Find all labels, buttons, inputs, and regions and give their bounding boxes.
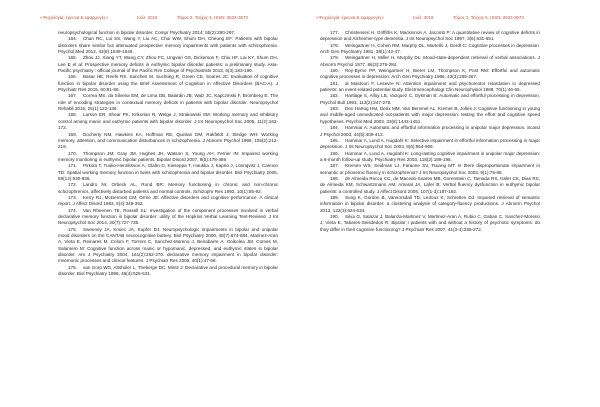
reference-text: Christensen H, Griffiths K, Mackinnon A, Jacomb P: A quantitative review of cognitive deficits in depression and Alzheimer-type dementia. J Int Neuropsychol Soc 1997, 3(6):631-651. [320, 30, 540, 42]
reference-number: 183. [330, 106, 339, 112]
header-journal-title: «Ψυχολογία: έρευνα & εφαρμογές» [316, 15, 385, 20]
header-journal-title: «Ψυχολογία: έρευνα & εφαρμογές» [40, 15, 109, 20]
reference-text: Silva G, Salazar J, Balanza-Martinez V, Martinez-Aran A, Rubio C, Gaban C, Sanchez-Moreno J, Vieta E, Tabares-Seisdedos R: Bipolar I patients with and without a history of psychotic symptoms: do they differ in their cognitive functioning? J Psychiatr Res 2007, 41(3-4):265-272. [320, 213, 540, 232]
reference-text: al Mastouri F, Lesevre N: Attention impairment and psychomotor retardation in depressed patients: an event-related potential study. Electroencephalogr Clin Neurophysiol 1988, 70(1):46-55. [320, 80, 540, 93]
reference-number: 177. [330, 30, 339, 35]
reference-text: Pirkola T, Tuulio-Henriksson A, Glahn D, Kieseppa T, Haukka J, Kaprio J, Lonnqvist J, Cannon TD: Spatial working memory function in twins with schizophrenia and bipolar disorder. Biol Psychiatry 2005, 58(12):930-936. [58, 163, 278, 181]
reference-entry [320, 30, 540, 43]
reference-entry [320, 55, 540, 68]
reference-text: Weingartner H, Miller H, Murphy DL: Mood-state-dependent retrieval of verbal associations. J Abnorm Psychol 1977, 86(3):276-284. [320, 55, 540, 67]
reference-text: Roy-Byrne PP, Weingartner H, Bierer LM, Thompson K, Post RM: Effortful and automatic cognitive processes in depression. Arch Gen Psychiatry 1986, 43(3):265-267. [320, 68, 540, 80]
reference-number: 178. [330, 42, 339, 48]
reference-entry [320, 176, 540, 195]
reference-text: Den Hartog HM, Derix MM, Van Bemmel AL, Kremer B, Jolles J: Cognitive functioning in young and middle-aged unmedicated out-patients with major depression: testing the effort and cognitive speed hypotheses. Psychol Med 2003, 33(8):1443-1451. [320, 106, 540, 124]
reference-number: 168. [68, 112, 77, 118]
reference-number: 185. [330, 137, 339, 143]
reference-entry [320, 151, 540, 164]
header-date: Ιούλ. 2019 [413, 15, 434, 20]
reference-number: 187. [330, 163, 339, 169]
reference-entry [58, 151, 278, 164]
reference-entry [58, 93, 278, 112]
reference-text: de Almeida Rocca CC, de Macedo-Soares MB, Gorenstein C, Tamada RS, Issler CK, Dias RS, de Almeida KM, Schwartzmann AM, Amaral JA, Lafer B: Verbal fluency dysfunction in euthymic bipolar patients: a controlled study. J Affect Disord 2008, 107(1-3):187-192. [320, 175, 540, 194]
right-page [300, 0, 600, 407]
reference-entry [58, 195, 278, 208]
reference-entry [320, 138, 540, 151]
reference-number: 172. [68, 182, 77, 188]
reference-entry [58, 74, 278, 93]
reference-list [320, 30, 540, 233]
reference-number: 167. [68, 93, 77, 99]
reference-number: 180. [330, 68, 339, 74]
reference-entry [320, 214, 540, 233]
reference-entry [320, 125, 540, 138]
reference-entry [320, 93, 540, 106]
reference-text: Hammar A, Lund A, Hugdahl K: Selective impairment in effortful information processing in major depression. J Int Neuropsychol Soc 2003, 9(6):954-959. [320, 137, 540, 150]
reference-text: Chan RC, Lui SS, Wang Y, Liu AC, Chui WW, Shum DH, Cheung EF: Patients with bipolar disorders share similar but attenuated prospective memory impairments with patients with schizophrenia. Psychol Med 2012, 43(8):1639-1649. [58, 36, 278, 55]
page-header [300, 13, 600, 23]
reference-text: Sung K, Gordon B, Vannorsdall TD, Ledoux K, Schretlen DJ: Impaired retrieval of semantic information in bipolar disorder: a clustering analysis of category-fluency productions. J Abnorm Psychol 2013, 122(3):624-634. [320, 194, 540, 213]
reference-number: 166. [68, 74, 77, 80]
reference-entry [320, 106, 540, 125]
reference-number: 188. [330, 175, 339, 181]
reference-entry [58, 36, 278, 55]
reference-text: Hartlage S, Alloy LB, Vazquez C, Dykman B: Automatic and effortful processing in depression. Psychol Bull 1993, 113(2):247-278. [320, 93, 540, 105]
reference-text: Basar HE, Reefs RS, Sanches M, Suchting R, Green CE, Soares JC: Evaluation of cognitive function in bipolar disorder using the Brief Assessment of Cognition in Affective Disorders (BAC-A). J Psychiatr Res 2015, 60:81-86. [58, 74, 278, 93]
reference-entry [320, 81, 540, 94]
reference-text: Kerry RJ, McDermott CM, Orme JE: Affective disorders and cognitive performance. A clinical report. J Affect Disord 1983, 5(4):349-352. [58, 194, 278, 207]
reference-number: 186. [330, 150, 339, 156]
reference-number: 173. [68, 194, 77, 200]
reference-number: 184. [330, 125, 339, 131]
reference-text: Zhou JJ, Xiang YT, Wang CY, Zhou FC, Ungvari GS, Dickerson F, Chiu HF, Lai KY, Shum DH, Lee E et al: Prospective memory deficits in euthymic bipolar disorder patients: a preliminary study. Asia-Pacific psychiatry : official journal of the Pacific Rim College of Psychiatrists 2013, 5(3):183-190. [58, 55, 278, 74]
reference-number: 182. [330, 93, 339, 99]
reference-entry [320, 163, 540, 176]
reference-entry [58, 163, 278, 182]
reference-number: 164. [68, 36, 77, 42]
reference-text: van Gorp WG, Altshuler L, Theberge DC, Mintz J: Declarative and procedural memory in bipolar disorder. Biol Psychiatry 1999, 46(4):525-531. [58, 264, 278, 277]
reference-text: Landro NI, Orbeck AL, Rund BR: Memory functioning in chronic and non-chronic schizophrenics, affectively disturbed patients and normal controls. Schizophr Res 1993, 10(1):85-92. [58, 182, 278, 194]
reference-entry [58, 55, 278, 74]
reference-entry [58, 182, 278, 195]
reference-number: 189. [330, 194, 339, 200]
reference-text: Larson ER, Shear PK, Krikorian R, Welge J, Strakowski SM: Working memory and inhibitory control among manic and euthymic patients with bipolar disorder. J Int Neuropsychol Soc 2005, 11(2):163-172. [58, 112, 278, 131]
reference-number: 175. [68, 226, 77, 232]
header-volume-issn: Τόμος 2, Τεύχος 5, ISSN: 2623-3673 [453, 15, 524, 20]
reference-list [58, 30, 278, 277]
reference-entry [58, 132, 278, 151]
reference-text: Sweeney JA, Kmiec JA, Kupfer DJ: Neuropsychologic impairments in bipolar and unipolar mood disorders on the CANTAB neurocognitive battery. Biol Psychiatry 2000, 48(7):674-684. Marinez-Aran A, Vieta E, Reinares M, Colom F, Torrent C, Sanchez-Moreno J, Benabarre A, Goikolea JM, Comes M, Salamero M: Cognitive function across manic or hypomanic, depressed, and euthymic states in bipolar disorder. Am J Psychiatry 2004, 161(2):262-270. declarative memory impairment in bipolar disorder: mnemonic processes and clinical features. J Psychiatr Res 2006, 40(1):47-58. [58, 226, 278, 264]
reference-number: 174. [68, 207, 77, 213]
reference-number: 179. [330, 55, 339, 61]
reference-number: 170. [68, 150, 77, 156]
reference-number: 176. [68, 264, 77, 270]
reference-text: Thompson JM, Gray JM, Hughes JH, Watson S, Young AH, Ferrier IN: Impaired working memory monitoring in euthymic bipolar patients. Bipolar Disord 2007, 9(5):478-489. [58, 150, 278, 162]
reference-entry [320, 43, 540, 56]
reference-entry [58, 227, 278, 265]
header-date: Ιούλ. 2019 [137, 15, 158, 20]
reference-number: 190. [330, 213, 339, 219]
reference-number: 181. [330, 80, 339, 86]
header-volume-issn: Τόμος 2, Τεύχος 5, ISSN: 2623-3673 [177, 15, 248, 20]
reference-entry [320, 68, 540, 81]
reference-entry [58, 112, 278, 131]
reference-text: neuropsychological function in bipolar disorder. Compr Psychiatry 2014; 55(2):290-297. [58, 30, 236, 35]
reference-entry [58, 208, 278, 227]
reference-text: Hammar A, Lund A, Hugdahl K: Long-lasting cognitive impairment in unipolar major depression: a 6-month follow-up study. Psychiatry Res 2003, 118(2):189-196. [320, 150, 540, 162]
reference-text: Docherty NM, Hawkins KA, Hoffman RE, Quinlan DM, Rakfeldt J, Sledge WH: Working memory, attention, and communication disturbances in schizophrenia. J Abnorm Psychol 1996, 105(2):212-219. [58, 131, 278, 150]
reference-entry [320, 195, 540, 214]
reference-number: 169. [68, 131, 77, 137]
reference-number: 165. [68, 55, 77, 61]
reference-number: 171. [68, 163, 77, 169]
reference-text: Correa MS, da Silveira EM, de Lima DB, Balardin JB, Walz JC, Kapczinski F, Bromberg E: The role of encoding strategies in contextual memory deficits in patients with bipolar disorder. Neuropsychol Rehabil 2015, 25(1):122-136. [58, 93, 278, 112]
page-header [0, 13, 300, 23]
reference-entry [58, 265, 278, 278]
reference-text: Hammar A: Automatic and effortful information processing in unipolar major depression. Scand J Psychol 2003, 44(5):409-413. [320, 125, 540, 137]
reference-text: Kremen WS, Seidman LJ, Faraone SV, Tsuang MT: Is there disproportionate impairment in semantic or phonemic fluency in schizophrenia? J Int Neuropsychol Soc 2003, 9(1):79-88. [320, 163, 540, 175]
reference-text: Weingartner H, Cohen RM, Murphy DL, Martello J, Gerdt C: Cognitive processes in depression. Arch Gen Psychiatry 1981, 38(1):42-47. [320, 42, 540, 55]
reference-text: Van Rheenen TE, Rossell SL: Investigation of the component processes involved in verbal declarative memory function in bipolar disorder: utility of the Hopkins Verbal Learning Test-Revised. J Int Neuropsychol Soc 2014, 20(7):727-735. [58, 207, 278, 226]
